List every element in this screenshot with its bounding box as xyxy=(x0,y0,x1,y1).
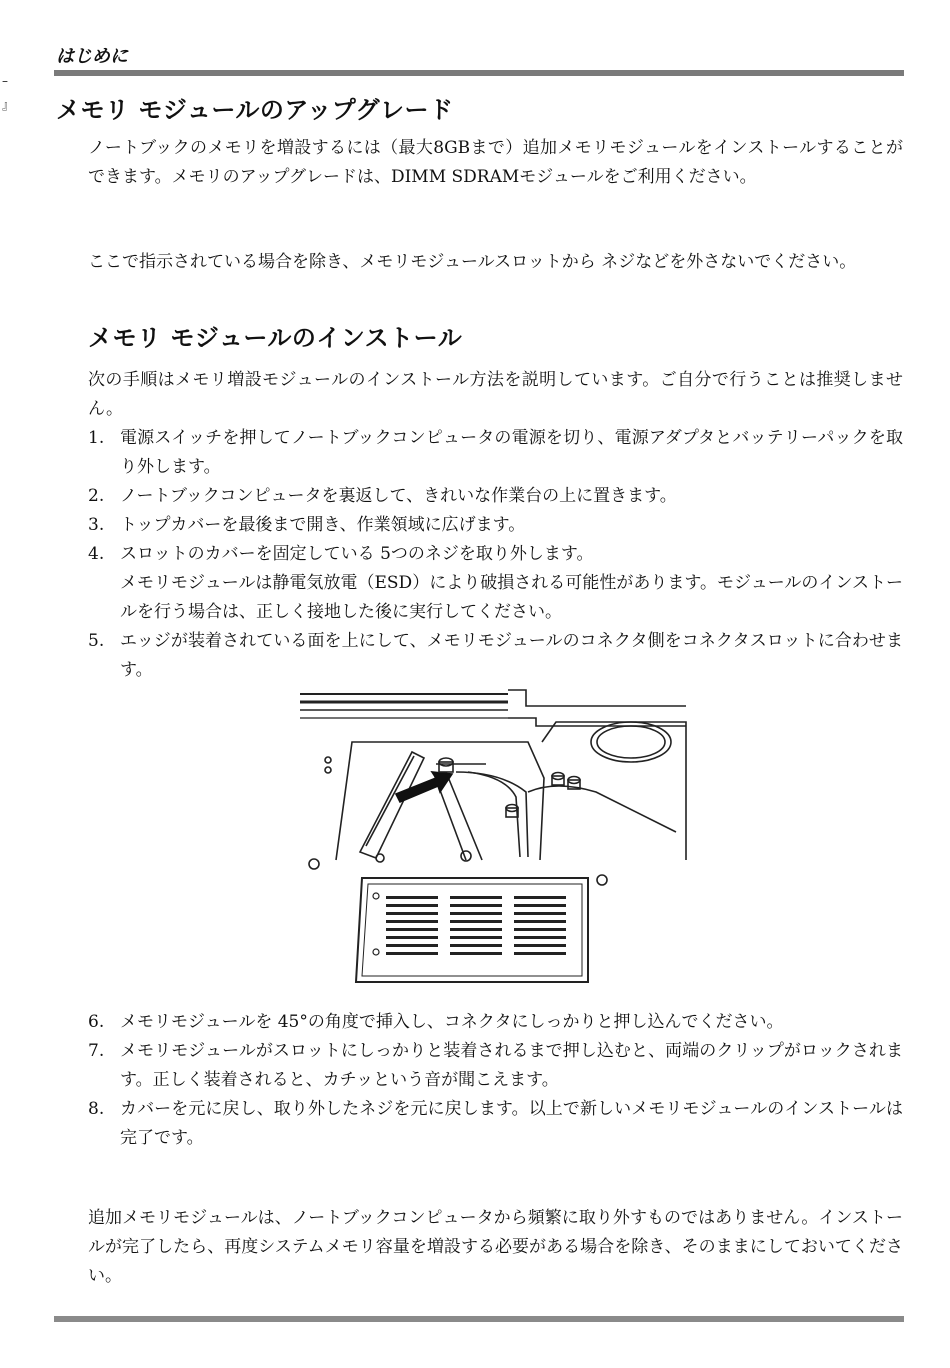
esd-warning: メモリモジュールは静電気放電（ESD）により破損される可能性があります。モジュールのインストールを行う場合は、正しく接地した後に実行してください。 xyxy=(120,573,903,622)
step-7 xyxy=(88,1037,903,1095)
step-text: メモリモジュールを 45°の角度で挿入し、コネクタにしっかりと押し込んでください。 xyxy=(120,1012,784,1032)
step-1 xyxy=(88,424,903,482)
step-number: 5. xyxy=(88,631,105,651)
step-text: ノートブックコンピュータを裏返して、きれいな作業台の上に置きます。 xyxy=(120,486,677,506)
margin-mark-dash: – xyxy=(2,74,8,88)
section-title: メモリ モジュールのアップグレード xyxy=(56,96,454,124)
section-intro: ノートブックのメモリを増設するには（最大8GBまで）追加メモリモジュールをインストールすることができます。メモリのアップグレードは、DIMM SDRAMモジュールをご利用ください。 xyxy=(88,138,903,187)
margin-mark-bracket: 』 xyxy=(2,98,15,112)
step-number: 7. xyxy=(88,1041,105,1061)
install-steps-b xyxy=(88,1008,903,1153)
step-text: 電源スイッチを押してノートブックコンピュータの電源を切り、電源アダプタとバッテリーパックを取り外します。 xyxy=(120,428,903,477)
header-rule xyxy=(54,70,904,76)
step-number: 2. xyxy=(88,486,105,506)
install-steps-a xyxy=(88,424,903,685)
step-6 xyxy=(88,1008,903,1037)
step-2 xyxy=(88,482,903,511)
section-caution: ここで指示されている場合を除き、メモリモジュールスロットから ネジなどを外さないでください。 xyxy=(88,252,857,272)
install-intro: 次の手順はメモリ増設モジュールのインストール方法を説明しています。ご自分で行うことは推奨しません。 xyxy=(88,370,903,419)
step-text: カバーを元に戻し、取り外したネジを元に戻します。以上で新しいメモリモジュールのインストールは完了です。 xyxy=(120,1099,903,1148)
step-text: スロットのカバーを固定している 5つのネジを取り外します。 xyxy=(120,544,594,564)
chapter-header: はじめに xyxy=(56,46,128,67)
step-number: 3. xyxy=(88,515,105,535)
step-text: メモリモジュールがスロットにしっかりと装着されるまで押し込むと、両端のクリップがロックされます。正しく装着されると、カチッという音が聞こえます。 xyxy=(120,1041,903,1090)
memory-install-illustration xyxy=(296,682,690,990)
step-number: 4. xyxy=(88,544,105,564)
step-5 xyxy=(88,627,903,685)
step-text: エッジが装着されている面を上にして、メモリモジュールのコネクタ側をコネクタスロットに合わせます。 xyxy=(120,631,903,680)
step-4 xyxy=(88,540,903,627)
step-number: 6. xyxy=(88,1012,105,1032)
step-3 xyxy=(88,511,903,540)
install-title: メモリ モジュールのインストール xyxy=(88,324,463,352)
step-number: 1. xyxy=(88,428,105,448)
step-text: トップカバーを最後まで開き、作業領域に広げます。 xyxy=(120,515,526,535)
step-number: 8. xyxy=(88,1099,105,1119)
footer-rule xyxy=(54,1316,904,1322)
footer-note: 追加メモリモジュールは、ノートブックコンピュータから頻繁に取り外すものではありません。インストールが完了したら、再度システムメモリ容量を増設する必要がある場合を除き、そのままにしておいてください。 xyxy=(88,1208,903,1286)
step-8 xyxy=(88,1095,903,1153)
